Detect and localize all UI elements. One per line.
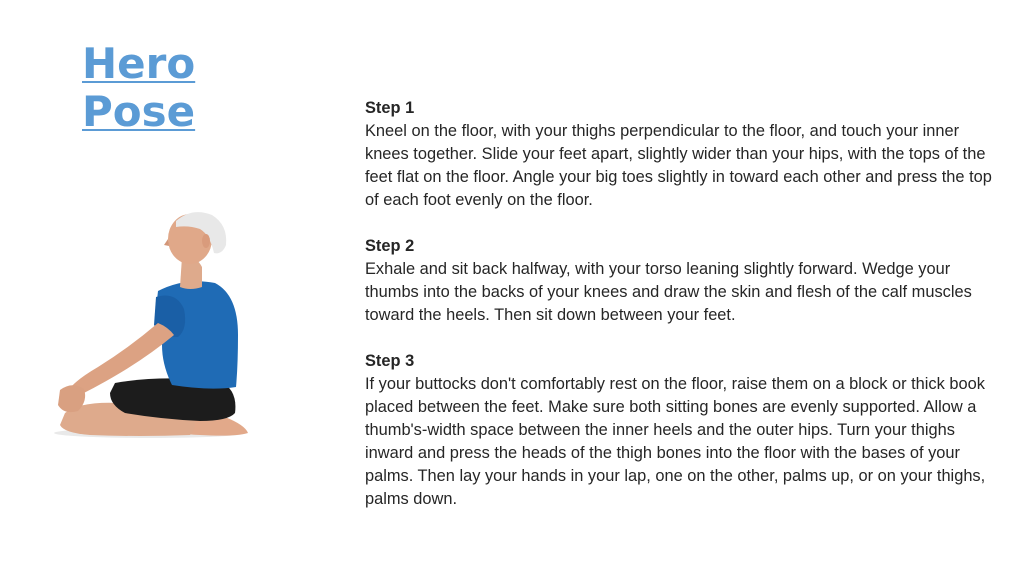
hero-pose-figure	[50, 205, 260, 445]
step-1-title: Step 1	[365, 99, 415, 117]
step-3-title: Step 3	[365, 352, 415, 370]
title-line-2: Pose	[82, 87, 196, 136]
title-line-1: Hero	[82, 39, 196, 88]
steps-list	[365, 97, 1005, 534]
page-title[interactable]	[82, 40, 282, 136]
step-1-text: Kneel on the floor, with your thighs perpendicular to the floor, and touch your inner knees together. Slide your feet apart, slightly wider than your hips, with the tops of the feet flat on the floor. Angle your big toes slightly in toward each other and press the top of each foot evenly on the floor.	[365, 122, 992, 209]
step-3	[365, 350, 1005, 511]
step-2-text: Exhale and sit back halfway, with your torso leaning slightly forward. Wedge your thumbs into the backs of your knees and draw the skin and flesh of the calf muscles toward the heels. Then sit down between your feet.	[365, 260, 972, 324]
title-link[interactable]	[82, 40, 282, 136]
step-1	[365, 97, 1005, 212]
step-3-text: If your buttocks don't comfortably rest on the floor, raise them on a block or thick book placed between the feet. Make sure both sitting bones are evenly supported. Allow a thumb's-width space between the inner heels and the outer hips. Turn your thighs inward and press the heads of the thigh bones into the floor with the bases of your palms. Then lay your hands in your lap, one on the other, palms up, or on your thighs, palms down.	[365, 375, 986, 508]
step-2-title: Step 2	[365, 237, 415, 255]
step-2	[365, 235, 1005, 327]
